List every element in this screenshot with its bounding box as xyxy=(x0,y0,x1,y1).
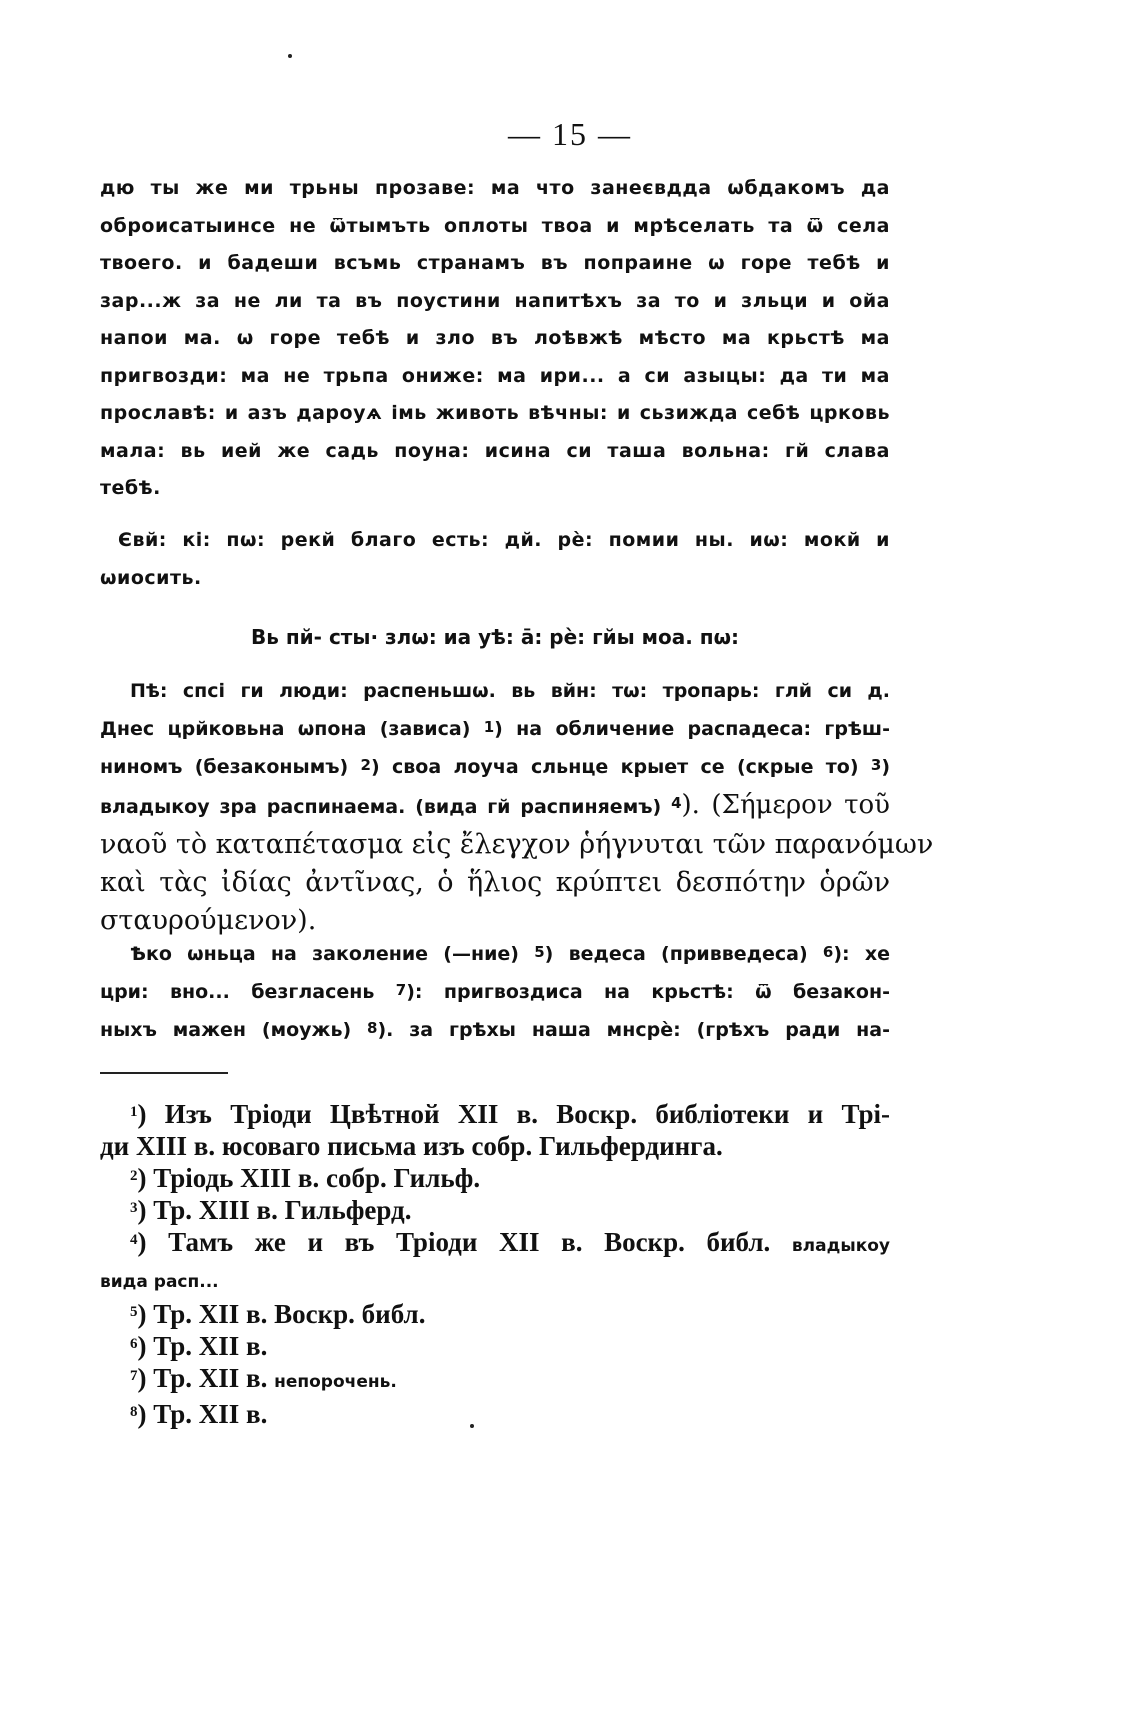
greek-text: ). (Σήμερον τοῦ xyxy=(681,790,890,820)
note-marker: 7 xyxy=(395,981,407,999)
footnote-text: ди XIII в. юсоваго письма изъ собр. Гильфердинга. xyxy=(100,1131,723,1161)
troparion-line: ниномъ (безаконымъ) $^2$) своа лоуча сльнце крыет се (скрые то) $^3$) xyxy=(100,756,890,778)
note-marker: 3 xyxy=(870,756,882,774)
troparion-text: владыкоу зра распинаема. (вида гй распиняемъ) xyxy=(100,796,662,818)
troparion-text: на обличение распадеса: грѣш- xyxy=(516,718,890,740)
body-line: тебѣ. xyxy=(100,477,161,499)
footnote-text: Тр. XII в. xyxy=(153,1363,268,1393)
body-line: дю ты же ми трьны прозаве: ма что занеєвдда ѡбдакомъ да xyxy=(100,177,890,199)
footnote-rule xyxy=(100,1072,228,1074)
footnote-mark: 1 xyxy=(130,1104,138,1120)
page-number: — 15 — xyxy=(508,116,632,152)
note-marker: 5 xyxy=(534,943,545,961)
body-line: твоего. и бадеши всъмь странамъ въ попраине ѡ горе тебѣ и xyxy=(100,252,890,274)
verse-text: ныхъ мажен (моужь) xyxy=(100,1019,352,1041)
note-marker: 2 xyxy=(360,756,371,774)
footnote-mark: 8 xyxy=(130,1404,138,1420)
body-line: зар...ж за не ли та въ поустини напитѣхъ за то и зльци и ойа xyxy=(100,289,890,312)
footnote-line xyxy=(100,1130,890,1162)
footnote-mark: 7 xyxy=(130,1368,138,1384)
body-line: мала: вь ией же садь поуна: исина си таша вольна: гй слава xyxy=(100,439,890,462)
troparion-line xyxy=(100,786,890,826)
footnote-line: $^3$) Тр. XIII в. Гильферд. xyxy=(130,1195,412,1225)
verse-text: ): пригвоздиса на крьстѣ: ѿ безакон- xyxy=(406,981,890,1003)
footnote-text: Тріодь XIII в. собр. Гильф. xyxy=(153,1163,481,1193)
body-line: пригвозди: ма не трьпа ониже: ма ири... а си азыцы: да ти ма xyxy=(100,364,890,387)
verse-text: ). за грѣхы наша мнсрѐ: (грѣхъ ради на- xyxy=(377,1019,890,1041)
troparion-text: ниномъ (безаконымъ) xyxy=(100,756,349,778)
footnote-mark: 4 xyxy=(130,1232,138,1248)
verse-text: ведеса (привведеса) xyxy=(568,943,808,965)
footnote-text: Тамъ же и въ Тріоди XII в. Воскр. библ. xyxy=(168,1227,771,1257)
body-line: прославѣ: и азъ дароуѧ імь животь вѣчны: и сьзижда себѣ црковь xyxy=(100,402,890,424)
footnote-text: Тр. XII в. Воскр. библ. xyxy=(153,1299,426,1329)
footnote-mark: 5 xyxy=(130,1304,138,1320)
print-speck xyxy=(470,1424,474,1428)
footnote-mark: 3 xyxy=(130,1200,138,1216)
footnote-line: $^8$) Тр. XII в. xyxy=(130,1399,268,1429)
verse-line xyxy=(100,973,890,1011)
print-speck xyxy=(288,54,292,58)
verse-text: Ѣко ѡньца на заколение (—ние) xyxy=(130,943,519,965)
note-marker: 6 xyxy=(822,943,834,961)
troparion-text: своа лоуча сльнце крыет се (скрые то) xyxy=(391,756,859,778)
footnote-slavonic: вида расп... xyxy=(100,1272,219,1292)
note-marker: 1 xyxy=(483,718,495,736)
verse-line: Ѣко ѡньца на заколение (—ние) $^5$) ведеса (привведеса) $^6$): хе xyxy=(130,943,890,965)
greek-line: καὶ τὰς ἰδίας ἀντῖνας, ὁ ἥλιος κρύπτει δεσπότην ὁρῶν xyxy=(100,867,890,898)
footnote-line: $^5$) Тр. XII в. Воскр. библ. xyxy=(130,1299,426,1329)
body-line: напои ма. ѡ горе тебѣ и зло въ лоѣвжѣ мѣсто ма крьстѣ ма xyxy=(100,327,890,349)
footnote-line xyxy=(100,1262,890,1298)
footnote-mark: 6 xyxy=(130,1336,138,1352)
footnote-line: $^6$) Тр. XII в. xyxy=(130,1331,268,1361)
footnote-mark: 2 xyxy=(130,1168,138,1184)
footnote-line: $^2$) Тріодь XIII в. собр. Гильф. xyxy=(130,1163,481,1193)
troparion-line: Днес црйковьна ѡпона (зависа) $^1$) на обличение распадеса: грѣш- xyxy=(100,718,890,740)
verse-text: цри: вно... безгласень xyxy=(100,981,375,1003)
troparion-line: Пѣ: спсі ги люди: распеньшѡ. вь вйн: тѡ: тропарь: глй си д. xyxy=(130,680,890,702)
body-paragraph xyxy=(100,170,890,508)
footnote-slavonic: владыкоу xyxy=(791,1236,890,1256)
greek-line: σταυρούμενον). xyxy=(100,905,317,936)
troparion-text: Днес црйковьна ѡпона (зависа) xyxy=(100,718,471,740)
footnote-line: $^1$) Изъ Тріоди Цвѣтной XII в. Воскр. библіотеки и Трі- xyxy=(130,1099,890,1129)
note-marker: 4 xyxy=(671,794,682,812)
greek-line: ναοῦ τὸ καταπέτασμα εἰς ἔλεγχον ῥήγνυται τῶν παρανόμων xyxy=(100,829,934,860)
verse-text: ): хе xyxy=(833,943,890,965)
section-heading: Вь пй- сты· злѡ: иа уѣ: ā: рѐ: гйы моа. пѡ: xyxy=(251,625,739,649)
footnote-slavonic: непорочень. xyxy=(274,1372,397,1392)
footnote-text: Тр. XIII в. Гильферд. xyxy=(153,1195,412,1225)
note-marker: 8 xyxy=(367,1019,378,1037)
verse-line xyxy=(100,1011,890,1049)
stanza-line: Євй: кі: пѡ: рекй благо есть: дй. рѐ: помии ны. иѡ: мокй и xyxy=(118,529,890,551)
footnote-text: Тр. XII в. xyxy=(153,1399,268,1429)
stanza-line: ѡиосить. xyxy=(100,566,202,589)
footnote-text: Тр. XII в. xyxy=(153,1331,268,1361)
troparion-paragraph xyxy=(100,672,934,940)
footnote-line: $^4$) Тамъ же и въ Тріоди XII в. Воскр. библ. владыкоу xyxy=(130,1227,890,1257)
footnote-text: Изъ Тріоди Цвѣтной XII в. Воскр. библіотеки и Трі- xyxy=(164,1099,890,1129)
stanza-paragraph xyxy=(100,522,890,597)
footnote-line: $^7$) Тр. XII в. непорочень. xyxy=(130,1363,397,1393)
body-line: оброисатыинсе не ѿтымъть оплоты твоа и мрѣселать та ѿ села xyxy=(100,214,890,237)
footnotes xyxy=(100,1098,890,1430)
verse-paragraph xyxy=(100,935,890,1049)
